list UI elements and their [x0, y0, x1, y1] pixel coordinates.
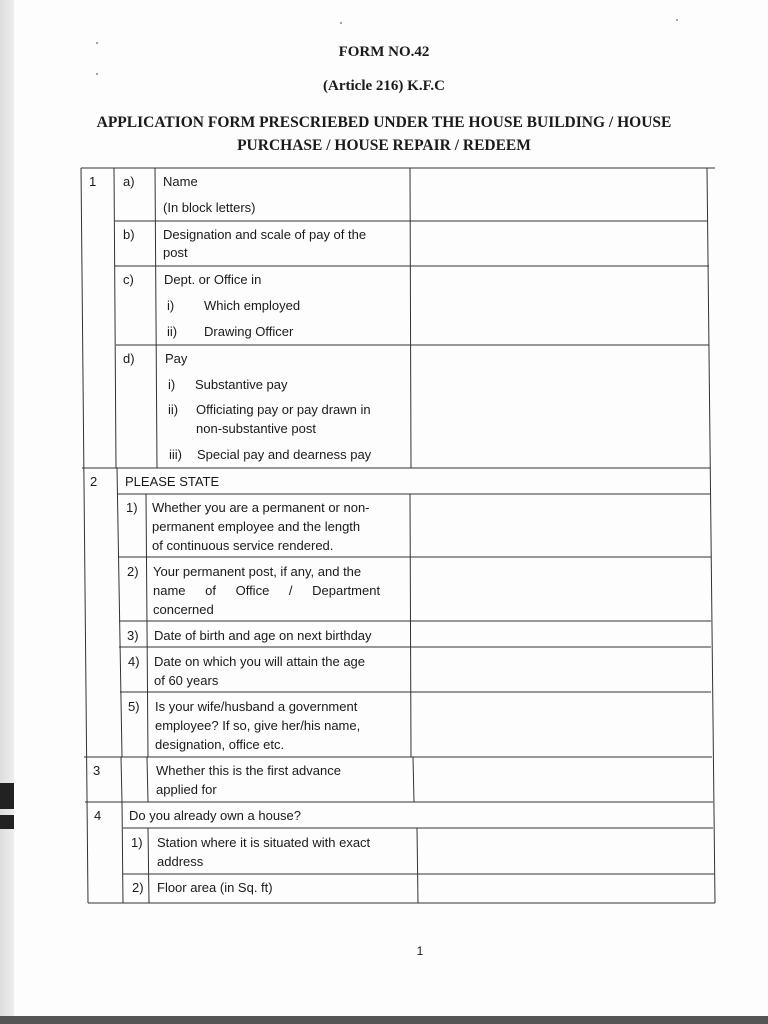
item-1d-i-text: Substantive pay: [195, 377, 288, 392]
item-1d-iii-number: iii): [169, 447, 182, 462]
page-number: 1: [416, 944, 424, 958]
item-1d-ii-text: Officiating pay or pay drawn in: [196, 402, 371, 417]
item-1c-ii-text: Drawing Officer: [204, 324, 294, 339]
item-1c-i-text: Which employed: [204, 298, 301, 313]
item-2-2-text: name of Office / Department: [153, 583, 381, 598]
item-4-2-number: 2): [132, 880, 144, 895]
item-2-2-text: Your permanent post, if any, and the: [153, 564, 362, 579]
section-3-text: applied for: [156, 782, 217, 797]
form-number: FORM NO.42: [338, 44, 430, 60]
item-1d-label: d): [123, 351, 135, 366]
item-2-5-text: Is your wife/husband a government: [155, 699, 358, 714]
item-2-2-number: 2): [127, 564, 139, 579]
item-2-1-text: of continuous service rendered.: [152, 538, 334, 553]
item-1b-label: b): [123, 227, 135, 242]
item-2-2-text: concerned: [153, 602, 214, 617]
item-2-5-number: 5): [128, 699, 140, 714]
item-2-5-text: designation, office etc.: [155, 737, 285, 752]
item-2-3-number: 3): [127, 628, 139, 643]
item-1c-i-number: i): [167, 298, 175, 313]
item-1a-text: Name: [163, 174, 198, 189]
item-2-3-text: Date of birth and age on next birthday: [154, 628, 372, 643]
section-2-number: 2: [90, 474, 98, 489]
section-3-text: Whether this is the first advance: [156, 763, 341, 778]
item-2-1-number: 1): [126, 500, 138, 515]
item-1a-subtext: (In block letters): [163, 200, 256, 215]
item-4-1-text: Station where it is situated with exact: [157, 835, 371, 850]
item-1d-ii-number: ii): [168, 402, 179, 417]
item-1c-ii-number: ii): [167, 324, 178, 339]
item-4-1-text: address: [157, 854, 204, 869]
item-2-5-text: employee? If so, give her/his name,: [155, 718, 361, 733]
item-2-4-text: Date on which you will attain the age: [154, 654, 366, 669]
item-1b-text: Designation and scale of pay of the: [163, 227, 367, 242]
item-2-1-text: permanent employee and the length: [152, 519, 361, 534]
item-2-4-text: of 60 years: [154, 673, 219, 688]
item-1c-text: Dept. or Office in: [164, 272, 262, 287]
item-4-1-number: 1): [131, 835, 143, 850]
item-1d-i-number: i): [168, 377, 176, 392]
article-reference: (Article 216) K.F.C: [323, 78, 445, 94]
item-1d-text: Pay: [165, 351, 188, 366]
item-1d-iii-text: Special pay and dearness pay: [197, 447, 372, 462]
item-1a-label: a): [123, 174, 135, 189]
section-2-title: PLEASE STATE: [125, 474, 220, 489]
item-4-2-text: Floor area (in Sq. ft): [157, 880, 273, 895]
item-2-4-number: 4): [128, 654, 140, 669]
section-1-number: 1: [89, 174, 97, 189]
item-1c-label: c): [123, 272, 134, 287]
section-3-number: 3: [93, 763, 101, 778]
form-title-line2: PURCHASE / HOUSE REPAIR / REDEEM: [237, 137, 531, 154]
item-1b-text: post: [163, 245, 188, 260]
section-4-number: 4: [94, 808, 102, 823]
item-2-1-text: Whether you are a permanent or non-: [152, 500, 370, 515]
item-1d-ii-text: non-substantive post: [196, 421, 316, 436]
section-4-title: Do you already own a house?: [129, 808, 302, 823]
form-title-line1: APPLICATION FORM PRESCRIEBED UNDER THE HOUSE BUILDING / HOUSE: [96, 114, 672, 131]
